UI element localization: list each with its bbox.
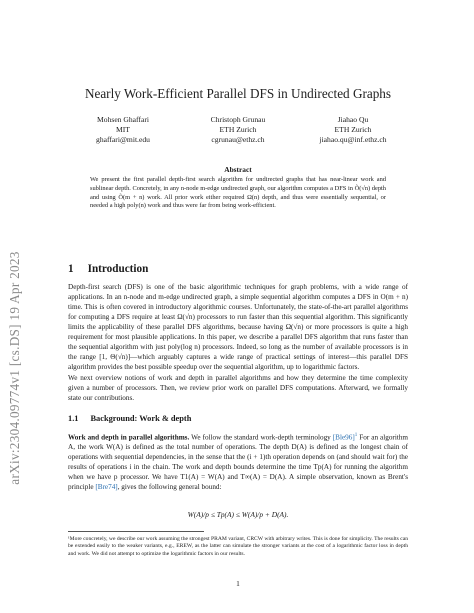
intro-paragraph-1: Depth-first search (DFS) is one of the basic algorithmic techniques for graph problems, with a wide range of applications. In an n-node and m-edge undirected graph, a simple sequential algorithm computes a DFS in O(m + n) time. This is often covered in introductory algorithmic courses. Unfortunately, the state-of-the-art parallel algorithms for computing a DFS require at least Ω(√n) processors to run faster than this sequential algorithm. This significantly limits the applicability of these parallel DFS algorithms, because having Ω(√n) or more processors is quite a high requirement for most plausible applications. In this paper, we describe a parallel DFS algorithm that runs faster than the sequential algorithm with just poly(log n) processors. Indeed, so long as the number of available processors is in the range [1, Θ(√n)]—which arguably captures a wide range of practical settings of interest—this parallel DFS algorithm provides the best possible speedup over the sequential algorithm, up to logarithmic factors. — [68, 283, 408, 371]
author-email: jiahao.qu@inf.ethz.ch — [319, 135, 387, 144]
author-2 — [183, 115, 293, 145]
paragraph-text: , gives the following general bound: — [117, 483, 222, 492]
author-email: cgrunau@ethz.ch — [211, 135, 265, 144]
author-email: ghaffari@mit.edu — [96, 135, 150, 144]
paragraph-lead: Work and depth in parallel algorithms. — [68, 433, 190, 442]
section-heading — [68, 263, 148, 275]
author-name: Mohsen Ghaffari — [97, 115, 149, 124]
footnote-text: ¹More concretely, we describe our work assuming the strongest PRAM variant, CRCW with arbitrary writes. This is done for simplicity. The results can be extended easily to the weaker variants, e.g., EREW, as the latter can simulate the stronger variants at the cost of a logarithmic factor loss in depth and work. We did not attempt to optimize the logarithmic factors in our results. — [68, 536, 408, 557]
citation-link[interactable]: [Bre74] — [95, 483, 118, 492]
author-affiliation: ETH Zurich — [219, 125, 257, 134]
work-depth-paragraph — [68, 431, 408, 493]
footnote-divider — [68, 531, 204, 532]
abstract-text: We present the first parallel depth-first search algorithm for undirected graphs that has near-linear work and sublinear depth. Concretely, in any n-node m-edge undirected graph, our algorithm computes a DFS in Õ(√n) depth and using Õ(m + n) work. All prior work either required Ω(n) depth, and thus were essentially sequential, or needed a high poly(n) work and thus were far from being work-efficient. — [90, 176, 386, 210]
section-number: 1 — [68, 263, 74, 275]
intro-paragraph-2: We next overview notions of work and depth in parallel algorithms and how they determine the time complexity given a number of processors. Then, we review prior work on parallel DFS computations. Afterward, we formally state our contributions. — [68, 374, 408, 402]
author-name: Christoph Grunau — [210, 115, 266, 124]
paper-title: Nearly Work-Efficient Parallel DFS in Undirected Graphs — [84, 86, 392, 101]
page-number: 1 — [236, 579, 240, 588]
arxiv-identifier — [6, 148, 24, 588]
section-title: Introduction — [87, 263, 149, 275]
author-name: Jiahao Qu — [337, 115, 369, 124]
author-3 — [298, 115, 408, 145]
subsection-number: 1.1 — [68, 414, 79, 423]
paragraph-text: For an algorithm A, the work W(A) is defined as the total number of operations. The depth D(A) is defined as the longest chain of operations with sequential dependencies, in the sense that the (i + 1)th operation depends on (and should wait for) the results of operations i in the chain. The work and depth bounds determine the time Tp(A) for running the algorithm when we have p processor. We have T1(A) = W(A) and T∞(A) = D(A). A simple observation, known as Brent's principle — [68, 433, 408, 492]
subsection-heading — [68, 414, 191, 423]
abstract-heading: Abstract — [224, 165, 252, 174]
brent-equation: W(A)/p ≤ Tp(A) ≤ W(A)/p + D(A). — [187, 510, 289, 519]
footnote-marker[interactable]: 1 — [354, 433, 358, 438]
paragraph-text: We follow the standard work-depth terminology — [189, 433, 333, 442]
arxiv-identifier-text: arXiv:2304.09774v1 [cs.DS] 19 Apr 2023 — [7, 251, 22, 485]
subsection-title: Background: Work & depth — [90, 414, 192, 423]
author-affiliation: MIT — [116, 125, 130, 134]
author-affiliation: ETH Zurich — [334, 125, 372, 134]
author-1 — [68, 115, 178, 145]
citation-link[interactable]: [Ble96] — [332, 433, 355, 442]
author-block — [68, 115, 408, 145]
paper-page — [68, 0, 408, 613]
